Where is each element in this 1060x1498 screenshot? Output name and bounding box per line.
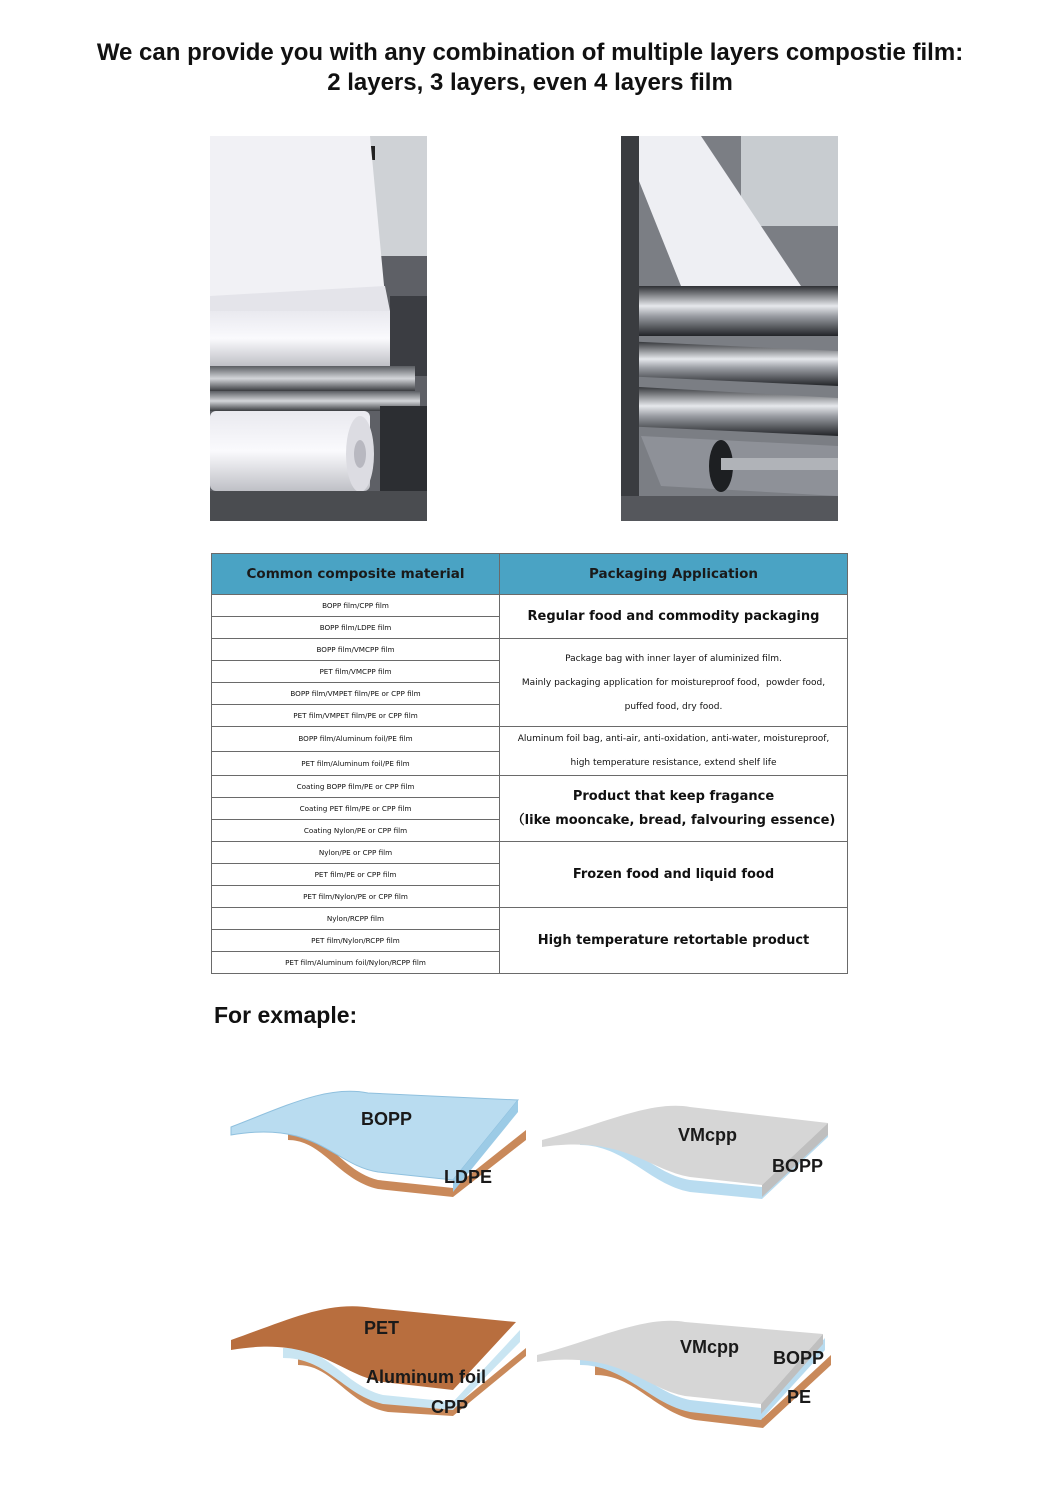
layer-diagram-pet-aluminum-cpp [228,1300,528,1430]
material-cell: PET film/VMCPP film [212,661,500,683]
material-cell: BOPP film/CPP film [212,595,500,617]
layer-label: BOPP [361,1109,413,1129]
white-film-production-photo [210,136,427,521]
application-cell [500,776,848,842]
material-cell: BOPP film/VMPET film/PE or CPP film [212,683,500,705]
material-cell: BOPP film/LDPE film [212,617,500,639]
material-cell: Nylon/RCPP film [212,908,500,930]
application-text: Frozen food and liquid food [572,866,775,882]
column-header-material: Common composite material [212,554,500,595]
metallized-film-production-photo [621,136,838,521]
composite-material-table [211,553,848,974]
material-cell: PET film/VMPET film/PE or CPP film [212,705,500,727]
material-cell: PET film/Nylon/PE or CPP film [212,886,500,908]
table-row [212,908,848,930]
table-header-row [212,554,848,595]
layer-label: Aluminum foil [366,1367,486,1387]
layer-diagram-vmcpp-bopp [540,1095,840,1205]
application-text: High temperature retortable product [537,932,810,948]
layer-label: VMcpp [680,1337,740,1357]
layer-label: PET [364,1318,400,1338]
layer-label: CPP [431,1397,469,1417]
application-text: high temperature resistance, extend shelf life [570,758,777,768]
application-text: Mainly packaging application for moistureproof food，powder food, [521,677,826,688]
layer-label: BOPP [773,1348,825,1368]
layer-diagram-vmcpp-bopp-pe [535,1310,835,1435]
table-row [212,639,848,661]
title-line-2: 2 layers, 3 layers, even 4 layers film [327,69,733,96]
table-row [212,776,848,798]
material-cell: Coating BOPP film/PE or CPP film [212,776,500,798]
layer-label: BOPP [772,1156,824,1176]
example-heading: For exmaple: [214,1002,358,1028]
material-cell: BOPP film/VMCPP film [212,639,500,661]
layer-label: VMcpp [678,1125,738,1145]
material-cell: BOPP film/Aluminum foil/PE film [212,727,500,752]
application-text: （like mooncake, bread, falvouring essence) [511,812,836,828]
table-row [212,842,848,864]
application-text: Aluminum foil bag, anti-air, anti-oxidation, anti-water, moistureproof, [517,734,830,744]
application-cell [500,908,848,974]
application-cell [500,842,848,908]
table-row [212,727,848,752]
table-row [212,595,848,617]
application-text: puffed food, dry food. [624,701,723,712]
layer-label: LDPE [444,1167,493,1187]
material-cell: PET film/Aluminum foil/Nylon/RCPP film [212,952,500,974]
material-cell: Nylon/PE or CPP film [212,842,500,864]
material-cell: Coating PET film/PE or CPP film [212,798,500,820]
application-text: Package bag with inner layer of aluminized film. [565,653,782,664]
material-cell: PET film/Aluminum foil/PE film [212,751,500,776]
application-cell [500,639,848,727]
application-cell [500,595,848,639]
material-cell: PET film/Nylon/RCPP film [212,930,500,952]
page-title [0,38,1060,98]
title-line-1: We can provide you with any combination of multiple layers compostie film: [96,39,964,66]
application-text: Product that keep fragance [572,788,775,804]
layer-label: PE [787,1387,812,1407]
layer-diagram-bopp-ldpe [228,1085,528,1215]
column-header-application: Packaging Application [500,554,848,595]
material-cell: PET film/PE or CPP film [212,864,500,886]
application-cell [500,727,848,776]
application-text: Regular food and commodity packaging [527,608,820,624]
material-cell: Coating Nylon/PE or CPP film [212,820,500,842]
